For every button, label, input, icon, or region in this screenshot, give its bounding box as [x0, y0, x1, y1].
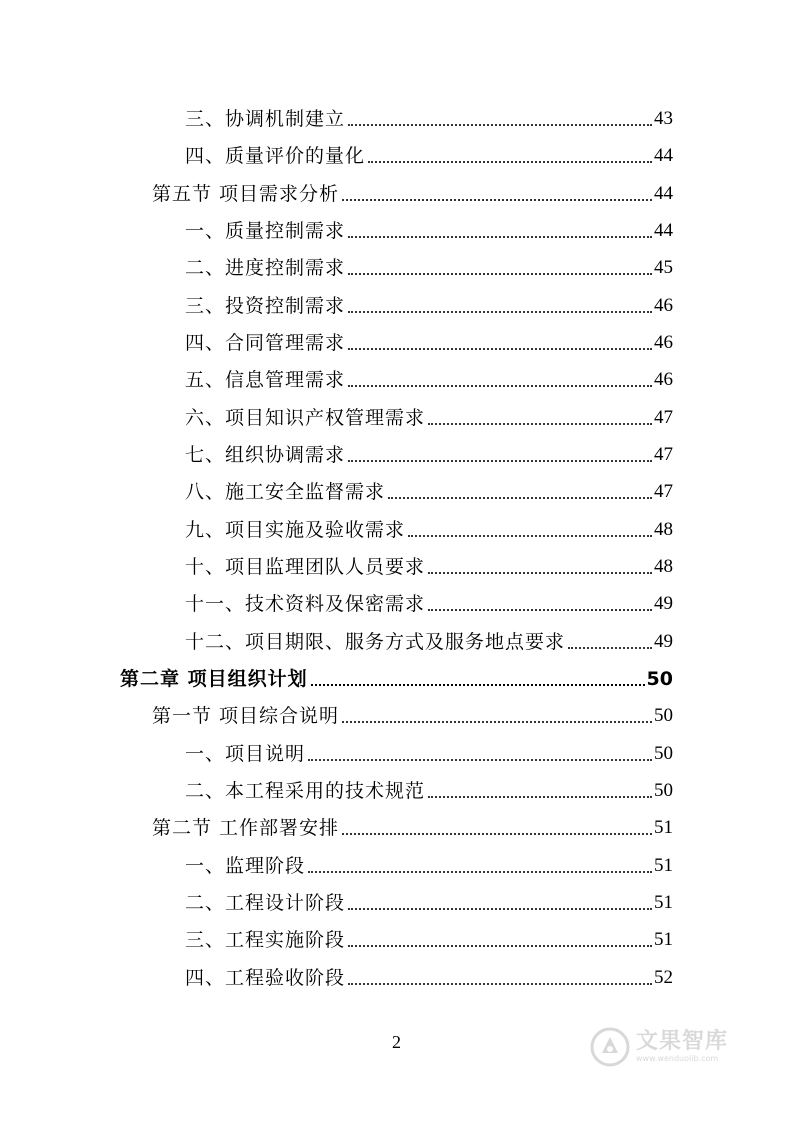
toc-leader-dots — [428, 796, 652, 798]
toc-entry-label: 三、工程实施阶段 — [185, 929, 346, 951]
toc-leader-dots — [308, 759, 652, 761]
toc-entry-page: 43 — [654, 108, 673, 129]
toc-entry[interactable] — [185, 965, 673, 991]
toc-entry-label: 二、工程设计阶段 — [185, 892, 346, 914]
toc-leader-dots — [408, 535, 652, 537]
toc-entry-label: 一、项目说明 — [185, 743, 306, 765]
toc-entry[interactable] — [185, 927, 673, 953]
toc-entry[interactable] — [185, 405, 673, 431]
toc-entry-page: 49 — [654, 631, 673, 652]
toc-entry-label: 十一、技术资料及保密需求 — [185, 593, 426, 615]
toc-entry-page: 46 — [654, 332, 673, 353]
toc-section-entry[interactable] — [152, 703, 673, 729]
toc-entry-label: 一、质量控制需求 — [185, 220, 346, 242]
toc-entry-label: 二、本工程采用的技术规范 — [185, 780, 426, 802]
toc-entry-label: 十、项目监理团队人员要求 — [185, 556, 426, 578]
toc-entry-label: 七、组织协调需求 — [185, 444, 346, 466]
toc-entry-label: 四、质量评价的量化 — [185, 145, 366, 167]
toc-entry[interactable] — [185, 479, 673, 505]
toc-leader-dots — [428, 423, 652, 425]
toc-entry-label: 六、项目知识产权管理需求 — [185, 407, 426, 429]
toc-entry-label: 第二节 工作部署安排 — [152, 817, 340, 839]
toc-leader-dots — [368, 161, 652, 163]
toc-entry-page: 51 — [654, 892, 673, 913]
toc-entry-label: 五、信息管理需求 — [185, 369, 346, 391]
toc-entry[interactable] — [185, 330, 673, 356]
toc-entry[interactable] — [185, 591, 673, 617]
toc-leader-dots — [348, 348, 652, 350]
toc-entry[interactable] — [185, 106, 673, 132]
toc-entry-label: 第一节 项目综合说明 — [152, 705, 340, 727]
toc-leader-dots — [342, 199, 652, 201]
toc-entry-page: 47 — [654, 407, 673, 428]
toc-leader-dots — [342, 721, 652, 723]
toc-entry[interactable] — [185, 778, 673, 804]
toc-leader-dots — [348, 236, 652, 238]
toc-entry-label: 九、项目实施及验收需求 — [185, 519, 406, 541]
toc-entry-page: 44 — [654, 145, 673, 166]
toc-entry[interactable] — [185, 218, 673, 244]
watermark — [590, 1022, 760, 1072]
toc-entry-page: 45 — [654, 257, 673, 278]
toc-leader-dots — [568, 647, 652, 649]
toc-section-entry[interactable] — [152, 181, 673, 207]
wenduo-logo-icon — [590, 1027, 630, 1067]
toc-entry-page: 51 — [654, 929, 673, 950]
page-number: 2 — [392, 1032, 401, 1052]
toc-entry-page: 50 — [654, 780, 673, 801]
toc-entry-label: 十二、项目期限、服务方式及服务地点要求 — [185, 631, 566, 653]
toc-entry-page: 51 — [654, 817, 673, 838]
toc-entry-page: 50 — [654, 705, 673, 726]
toc-entry[interactable] — [185, 554, 673, 580]
toc-leader-dots — [348, 273, 652, 275]
toc-leader-dots — [348, 311, 652, 313]
toc-entry-page: 44 — [654, 183, 673, 204]
toc-leader-dots — [348, 908, 652, 910]
toc-entry-page: 47 — [654, 444, 673, 465]
toc-leader-dots — [348, 945, 652, 947]
toc-leader-dots — [388, 497, 652, 499]
watermark-title: 文果智库 — [636, 1029, 729, 1054]
toc-entry-page: 46 — [654, 295, 673, 316]
toc-entry-page: 47 — [654, 481, 673, 502]
toc-leader-dots — [342, 833, 652, 835]
toc-entry-page: 48 — [654, 556, 673, 577]
toc-entry[interactable] — [185, 255, 673, 281]
toc-entry-page: 52 — [654, 967, 673, 988]
toc-leader-dots — [308, 871, 652, 873]
toc-entry[interactable] — [185, 741, 673, 767]
watermark-url: www.wenduolib.com — [636, 1054, 719, 1063]
watermark-text — [636, 1030, 728, 1064]
toc-entry-label: 三、投资控制需求 — [185, 295, 346, 317]
toc-chapter-entry[interactable] — [120, 666, 673, 692]
toc-leader-dots — [348, 983, 652, 985]
toc-section-entry[interactable] — [152, 815, 673, 841]
toc-entry[interactable] — [185, 853, 673, 879]
toc-entry-label: 第五节 项目需求分析 — [152, 183, 340, 205]
toc-entry-label: 三、协调机制建立 — [185, 108, 346, 130]
toc-entry-page: 51 — [654, 855, 673, 876]
toc-leader-dots — [348, 124, 652, 126]
toc-entry-page: 48 — [654, 519, 673, 540]
toc-entry-label: 四、合同管理需求 — [185, 332, 346, 354]
toc-entry-label: 四、工程验收阶段 — [185, 967, 346, 989]
toc-leader-dots — [348, 385, 652, 387]
toc-entry-page: 50 — [646, 668, 673, 690]
toc-leader-dots — [428, 609, 652, 611]
toc-entry[interactable] — [185, 293, 673, 319]
toc-entry-page: 50 — [654, 743, 673, 764]
toc-entry-page: 49 — [654, 593, 673, 614]
toc-entry-label: 一、监理阶段 — [185, 855, 306, 877]
toc-entry[interactable] — [185, 143, 673, 169]
toc-entry-label: 八、施工安全监督需求 — [185, 481, 386, 503]
toc-entry[interactable] — [185, 629, 673, 655]
toc-leader-dots — [348, 460, 652, 462]
toc-leader-dots — [428, 572, 652, 574]
toc-leader-dots — [311, 684, 645, 686]
toc-entry-page: 46 — [654, 369, 673, 390]
toc-entry-label: 二、进度控制需求 — [185, 257, 346, 279]
toc-entry[interactable] — [185, 890, 673, 916]
toc-entry-page: 44 — [654, 220, 673, 241]
toc-entry[interactable] — [185, 442, 673, 468]
toc-entry-label: 第二章 项目组织计划 — [120, 668, 308, 690]
toc-entry[interactable] — [185, 517, 673, 543]
toc-entry[interactable] — [185, 367, 673, 393]
